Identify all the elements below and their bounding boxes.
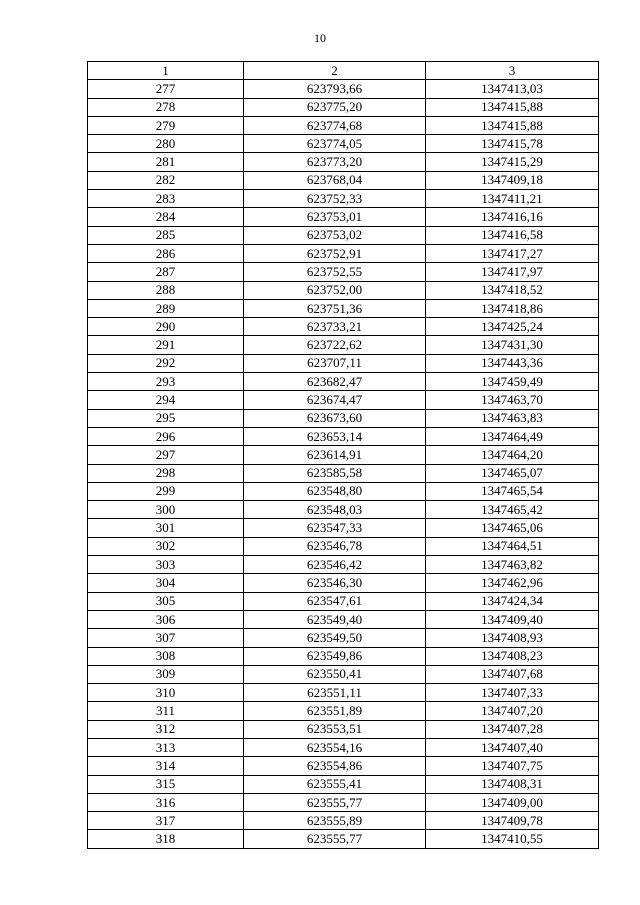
table-row bbox=[88, 665, 599, 683]
point-number-cell: 315 bbox=[88, 775, 244, 793]
table-row bbox=[88, 684, 599, 702]
y-coordinate-cell: 1347407,68 bbox=[426, 665, 599, 683]
y-coordinate-cell: 1347462,96 bbox=[426, 574, 599, 592]
x-coordinate-cell: 623753,02 bbox=[244, 226, 426, 244]
point-number-cell: 317 bbox=[88, 812, 244, 830]
table-row bbox=[88, 135, 599, 153]
table-row bbox=[88, 647, 599, 665]
point-number-cell: 279 bbox=[88, 116, 244, 134]
y-coordinate-cell: 1347464,51 bbox=[426, 537, 599, 555]
x-coordinate-cell: 623549,86 bbox=[244, 647, 426, 665]
table-row bbox=[88, 738, 599, 756]
y-coordinate-cell: 1347463,83 bbox=[426, 409, 599, 427]
point-number-cell: 288 bbox=[88, 281, 244, 299]
point-number-cell: 294 bbox=[88, 391, 244, 409]
point-number-cell: 283 bbox=[88, 190, 244, 208]
table-row bbox=[88, 556, 599, 574]
x-coordinate-cell: 623752,91 bbox=[244, 244, 426, 262]
point-number-cell: 310 bbox=[88, 684, 244, 702]
point-number-cell: 289 bbox=[88, 299, 244, 317]
point-number-cell: 301 bbox=[88, 519, 244, 537]
x-coordinate-cell: 623585,58 bbox=[244, 464, 426, 482]
x-coordinate-cell: 623549,50 bbox=[244, 629, 426, 647]
point-number-cell: 314 bbox=[88, 757, 244, 775]
point-number-cell: 305 bbox=[88, 592, 244, 610]
point-number-cell: 307 bbox=[88, 629, 244, 647]
y-coordinate-cell: 1347465,07 bbox=[426, 464, 599, 482]
x-coordinate-cell: 623555,77 bbox=[244, 793, 426, 811]
point-number-cell: 308 bbox=[88, 647, 244, 665]
point-number-cell: 281 bbox=[88, 153, 244, 171]
table-row bbox=[88, 537, 599, 555]
y-coordinate-cell: 1347465,54 bbox=[426, 482, 599, 500]
x-coordinate-cell: 623768,04 bbox=[244, 171, 426, 189]
y-coordinate-cell: 1347463,82 bbox=[426, 556, 599, 574]
y-coordinate-cell: 1347415,29 bbox=[426, 153, 599, 171]
table-row bbox=[88, 318, 599, 336]
point-number-cell: 278 bbox=[88, 98, 244, 116]
point-number-cell: 299 bbox=[88, 482, 244, 500]
point-number-cell: 290 bbox=[88, 318, 244, 336]
table-row bbox=[88, 702, 599, 720]
y-coordinate-cell: 1347415,88 bbox=[426, 98, 599, 116]
x-coordinate-cell: 623547,61 bbox=[244, 592, 426, 610]
point-number-cell: 277 bbox=[88, 80, 244, 98]
table-row bbox=[88, 610, 599, 628]
x-coordinate-cell: 623674,47 bbox=[244, 391, 426, 409]
point-number-cell: 311 bbox=[88, 702, 244, 720]
point-number-cell: 304 bbox=[88, 574, 244, 592]
table-header-row bbox=[88, 62, 599, 80]
table-row bbox=[88, 98, 599, 116]
x-coordinate-cell: 623554,86 bbox=[244, 757, 426, 775]
table-row bbox=[88, 116, 599, 134]
point-number-cell: 306 bbox=[88, 610, 244, 628]
x-coordinate-cell: 623673,60 bbox=[244, 409, 426, 427]
y-coordinate-cell: 1347459,49 bbox=[426, 373, 599, 391]
x-coordinate-cell: 623653,14 bbox=[244, 427, 426, 445]
table-row bbox=[88, 830, 599, 848]
y-coordinate-cell: 1347407,40 bbox=[426, 738, 599, 756]
point-number-cell: 284 bbox=[88, 208, 244, 226]
x-coordinate-cell: 623753,01 bbox=[244, 208, 426, 226]
y-coordinate-cell: 1347408,31 bbox=[426, 775, 599, 793]
y-coordinate-cell: 1347431,30 bbox=[426, 336, 599, 354]
table-row bbox=[88, 80, 599, 98]
x-coordinate-cell: 623546,78 bbox=[244, 537, 426, 555]
y-coordinate-cell: 1347463,70 bbox=[426, 391, 599, 409]
y-coordinate-cell: 1347408,93 bbox=[426, 629, 599, 647]
column-header-3: 3 bbox=[426, 62, 599, 80]
y-coordinate-cell: 1347407,75 bbox=[426, 757, 599, 775]
table-header bbox=[88, 62, 599, 80]
table-row bbox=[88, 812, 599, 830]
x-coordinate-cell: 623775,20 bbox=[244, 98, 426, 116]
x-coordinate-cell: 623550,41 bbox=[244, 665, 426, 683]
table-row bbox=[88, 354, 599, 372]
x-coordinate-cell: 623555,41 bbox=[244, 775, 426, 793]
point-number-cell: 298 bbox=[88, 464, 244, 482]
table-row bbox=[88, 281, 599, 299]
x-coordinate-cell: 623682,47 bbox=[244, 373, 426, 391]
table-row bbox=[88, 244, 599, 262]
y-coordinate-cell: 1347407,28 bbox=[426, 720, 599, 738]
y-coordinate-cell: 1347411,21 bbox=[426, 190, 599, 208]
y-coordinate-cell: 1347410,55 bbox=[426, 830, 599, 848]
point-number-cell: 313 bbox=[88, 738, 244, 756]
table-row bbox=[88, 190, 599, 208]
y-coordinate-cell: 1347409,18 bbox=[426, 171, 599, 189]
table-row bbox=[88, 592, 599, 610]
y-coordinate-cell: 1347416,58 bbox=[426, 226, 599, 244]
y-coordinate-cell: 1347416,16 bbox=[426, 208, 599, 226]
column-header-1: 1 bbox=[88, 62, 244, 80]
x-coordinate-cell: 623553,51 bbox=[244, 720, 426, 738]
y-coordinate-cell: 1347417,97 bbox=[426, 263, 599, 281]
x-coordinate-cell: 623551,11 bbox=[244, 684, 426, 702]
x-coordinate-cell: 623555,89 bbox=[244, 812, 426, 830]
table-row bbox=[88, 446, 599, 464]
table-row bbox=[88, 208, 599, 226]
x-coordinate-cell: 623774,68 bbox=[244, 116, 426, 134]
table-row bbox=[88, 427, 599, 445]
table-row bbox=[88, 501, 599, 519]
point-number-cell: 316 bbox=[88, 793, 244, 811]
x-coordinate-cell: 623548,80 bbox=[244, 482, 426, 500]
x-coordinate-cell: 623546,30 bbox=[244, 574, 426, 592]
y-coordinate-cell: 1347415,88 bbox=[426, 116, 599, 134]
x-coordinate-cell: 623733,21 bbox=[244, 318, 426, 336]
column-header-2: 2 bbox=[244, 62, 426, 80]
table-row bbox=[88, 574, 599, 592]
table-row bbox=[88, 299, 599, 317]
x-coordinate-cell: 623555,77 bbox=[244, 830, 426, 848]
point-number-cell: 295 bbox=[88, 409, 244, 427]
table-row bbox=[88, 226, 599, 244]
x-coordinate-cell: 623722,62 bbox=[244, 336, 426, 354]
point-number-cell: 309 bbox=[88, 665, 244, 683]
y-coordinate-cell: 1347407,20 bbox=[426, 702, 599, 720]
table-row bbox=[88, 629, 599, 647]
x-coordinate-cell: 623752,00 bbox=[244, 281, 426, 299]
x-coordinate-cell: 623549,40 bbox=[244, 610, 426, 628]
y-coordinate-cell: 1347443,36 bbox=[426, 354, 599, 372]
y-coordinate-cell: 1347409,00 bbox=[426, 793, 599, 811]
x-coordinate-cell: 623752,33 bbox=[244, 190, 426, 208]
point-number-cell: 312 bbox=[88, 720, 244, 738]
x-coordinate-cell: 623793,66 bbox=[244, 80, 426, 98]
point-number-cell: 282 bbox=[88, 171, 244, 189]
point-number-cell: 300 bbox=[88, 501, 244, 519]
table-row bbox=[88, 720, 599, 738]
y-coordinate-cell: 1347464,20 bbox=[426, 446, 599, 464]
point-number-cell: 280 bbox=[88, 135, 244, 153]
table-row bbox=[88, 263, 599, 281]
point-number-cell: 302 bbox=[88, 537, 244, 555]
x-coordinate-cell: 623752,55 bbox=[244, 263, 426, 281]
coordinates-table bbox=[87, 61, 599, 849]
point-number-cell: 286 bbox=[88, 244, 244, 262]
point-number-cell: 318 bbox=[88, 830, 244, 848]
table-row bbox=[88, 519, 599, 537]
table-row bbox=[88, 793, 599, 811]
table-row bbox=[88, 153, 599, 171]
table-row bbox=[88, 464, 599, 482]
table-row bbox=[88, 482, 599, 500]
x-coordinate-cell: 623546,42 bbox=[244, 556, 426, 574]
point-number-cell: 292 bbox=[88, 354, 244, 372]
x-coordinate-cell: 623774,05 bbox=[244, 135, 426, 153]
y-coordinate-cell: 1347465,42 bbox=[426, 501, 599, 519]
y-coordinate-cell: 1347464,49 bbox=[426, 427, 599, 445]
table-row bbox=[88, 373, 599, 391]
y-coordinate-cell: 1347465,06 bbox=[426, 519, 599, 537]
x-coordinate-cell: 623548,03 bbox=[244, 501, 426, 519]
point-number-cell: 291 bbox=[88, 336, 244, 354]
x-coordinate-cell: 623547,33 bbox=[244, 519, 426, 537]
point-number-cell: 285 bbox=[88, 226, 244, 244]
table-row bbox=[88, 336, 599, 354]
table-row bbox=[88, 171, 599, 189]
table-body bbox=[88, 80, 599, 848]
x-coordinate-cell: 623773,20 bbox=[244, 153, 426, 171]
y-coordinate-cell: 1347425,24 bbox=[426, 318, 599, 336]
x-coordinate-cell: 623751,36 bbox=[244, 299, 426, 317]
y-coordinate-cell: 1347413,03 bbox=[426, 80, 599, 98]
table-row bbox=[88, 775, 599, 793]
y-coordinate-cell: 1347417,27 bbox=[426, 244, 599, 262]
y-coordinate-cell: 1347409,40 bbox=[426, 610, 599, 628]
y-coordinate-cell: 1347407,33 bbox=[426, 684, 599, 702]
point-number-cell: 297 bbox=[88, 446, 244, 464]
x-coordinate-cell: 623614,91 bbox=[244, 446, 426, 464]
x-coordinate-cell: 623707,11 bbox=[244, 354, 426, 372]
point-number-cell: 287 bbox=[88, 263, 244, 281]
table-row bbox=[88, 391, 599, 409]
x-coordinate-cell: 623551,89 bbox=[244, 702, 426, 720]
y-coordinate-cell: 1347409,78 bbox=[426, 812, 599, 830]
x-coordinate-cell: 623554,16 bbox=[244, 738, 426, 756]
point-number-cell: 293 bbox=[88, 373, 244, 391]
point-number-cell: 303 bbox=[88, 556, 244, 574]
y-coordinate-cell: 1347418,52 bbox=[426, 281, 599, 299]
page-number: 10 bbox=[314, 31, 326, 45]
table-row bbox=[88, 409, 599, 427]
y-coordinate-cell: 1347408,23 bbox=[426, 647, 599, 665]
point-number-cell: 296 bbox=[88, 427, 244, 445]
y-coordinate-cell: 1347424,34 bbox=[426, 592, 599, 610]
y-coordinate-cell: 1347415,78 bbox=[426, 135, 599, 153]
y-coordinate-cell: 1347418,86 bbox=[426, 299, 599, 317]
table-row bbox=[88, 757, 599, 775]
